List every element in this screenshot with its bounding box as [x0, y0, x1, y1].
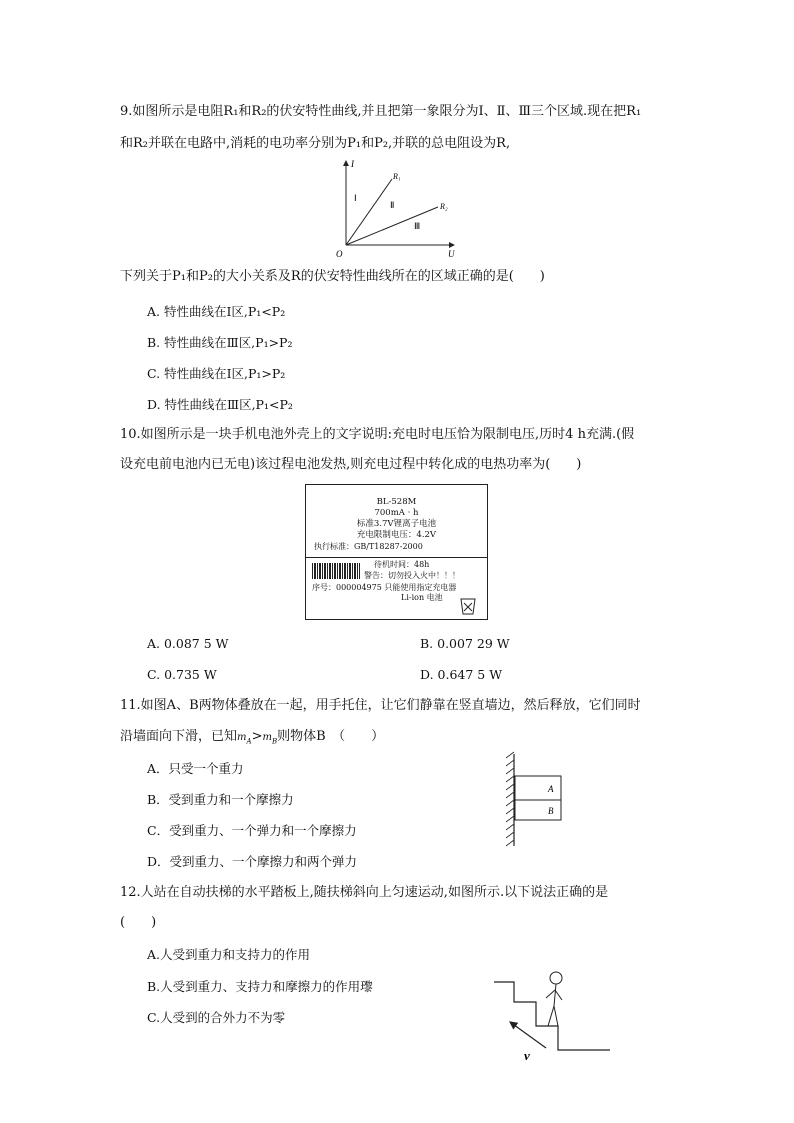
- battery-capacity: 700mA · h: [374, 508, 419, 518]
- q12-option-b: B.人受到重力、支持力和摩擦力的作用瓈: [147, 979, 373, 994]
- iu-graph: [330, 157, 460, 261]
- battery-standard: 执行标准：GB/T18287-2000: [314, 542, 423, 551]
- q10-option-b: B. 0.007 29 W: [420, 636, 510, 651]
- r2-label: R₂: [440, 202, 448, 211]
- q10-line1: 10.如图所示是一块手机电池外壳上的文字说明:充电时电压恰为限制电压,历时4 h充满.(假: [120, 427, 635, 442]
- q9-option-a: A. 特性曲线在Ⅰ区,P₁<P₂: [147, 304, 286, 319]
- q10-line2: 设充电前电池内已无电)该过程电池发热,则充电过程中转化成的电热功率为( ): [120, 457, 582, 472]
- q11-option-c: C．受到重力、一个弹力和一个摩擦力: [147, 823, 357, 838]
- battery-serial: 序号：000004975 只能使用指定充电器: [312, 583, 457, 592]
- recycle-bin-icon: [458, 596, 478, 616]
- escalator-figure: [490, 968, 614, 1064]
- barcode-icon: [312, 563, 360, 579]
- q11-line2: [120, 728, 384, 751]
- axis-u-label: U: [448, 249, 455, 259]
- axis-i-label: I: [351, 159, 354, 169]
- battery-model: BL-528M: [376, 497, 417, 507]
- velocity-label: v: [524, 1048, 530, 1063]
- q11-line2-tail: 则物体B （ ）: [277, 729, 385, 744]
- label-divider: [306, 557, 487, 558]
- mass-subscript-a: A: [246, 737, 252, 746]
- q12-line2: ( ): [120, 915, 157, 930]
- wall-blocks-figure: [502, 752, 566, 848]
- q11-option-d: D．受到重力、一个摩擦力和两个弹力: [147, 854, 358, 869]
- q10-option-c: C. 0.735 W: [147, 667, 217, 682]
- q11-line2-text: 沿墙面向下滑，已知: [120, 729, 238, 744]
- q11-option-a: A．只受一个重力: [147, 761, 244, 776]
- q12-option-c: C.人受到的合外力不为零: [147, 1010, 286, 1025]
- mass-symbol: m: [237, 732, 247, 743]
- battery-label: [305, 484, 488, 620]
- battery-liion: Li-ion 电池: [401, 593, 443, 602]
- q12-option-a: A.人受到重力和支持力的作用: [147, 947, 311, 962]
- r1-label: R₁: [393, 172, 401, 181]
- origin-label: O: [336, 249, 343, 259]
- q9-option-d: D. 特性曲线在Ⅲ区,P₁<P₂: [147, 397, 293, 412]
- block-a-label: A: [548, 784, 554, 794]
- battery-type: 标准3.7V锂离子电池: [356, 519, 437, 529]
- greater-than-sign: >: [251, 729, 263, 744]
- q9-option-b: B. 特性曲线在Ⅲ区,P₁>P₂: [147, 335, 293, 350]
- q9-option-c: C. 特性曲线在Ⅰ区,P₁>P₂: [147, 366, 286, 381]
- q9-line1: 9.如图所示是电阻R₁和R₂的伏安特性曲线,并且把第一象限分为Ⅰ、Ⅱ、Ⅲ三个区域.现在把R₁: [120, 104, 642, 119]
- q11-line1: 11.如图A、B两物体叠放在一起，用手托住，让它们静靠在竖直墙边，然后释放，它们同时: [120, 698, 641, 713]
- q9-line2: 和R₂并联在电路中,消耗的电功率分别为P₁和P₂,并联的总电阻设为R,: [120, 136, 511, 151]
- q12-line1: 12.人站在自动扶梯的水平踏板上,随扶梯斜向上匀速运动,如图所示.以下说法正确的是: [120, 885, 609, 900]
- region-2-label: Ⅱ: [390, 200, 395, 210]
- region-1-label: Ⅰ: [354, 193, 357, 203]
- block-b-label: B: [548, 806, 554, 816]
- mass-subscript-b: B: [271, 737, 278, 746]
- q11-option-b: B．受到重力和一个摩擦力: [147, 792, 294, 807]
- mass-symbol: m: [262, 732, 272, 743]
- battery-warning: 警告：切勿投入火中！！！: [364, 571, 460, 580]
- q10-option-d: D. 0.647 5 W: [420, 667, 503, 682]
- region-3-label: Ⅲ: [414, 221, 421, 231]
- battery-limit-voltage: 充电限制电压：4.2V: [356, 530, 437, 540]
- q9-line3: 下列关于P₁和P₂的大小关系及R的伏安特性曲线所在的区域正确的是( ): [120, 269, 545, 284]
- battery-standby: 待机时间：48h: [374, 560, 430, 569]
- q10-option-a: A. 0.087 5 W: [147, 636, 229, 651]
